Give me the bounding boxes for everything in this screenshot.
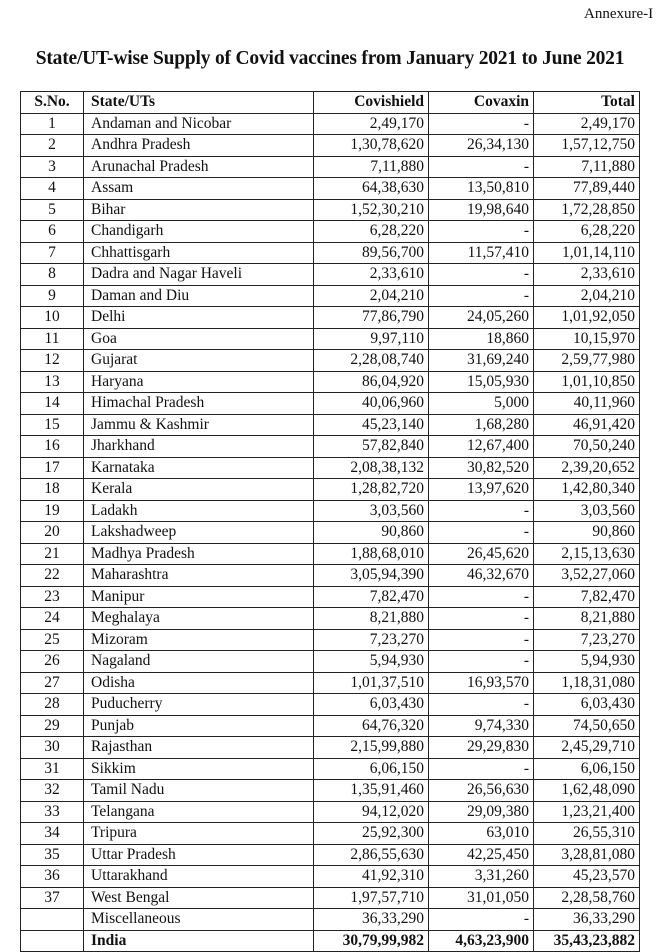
cell-state: Tripura: [84, 823, 314, 845]
cell-total: 8,21,880: [534, 608, 640, 630]
cell-sno: 27: [21, 672, 84, 694]
table-row: [21, 135, 640, 157]
header-covaxin: Covaxin: [429, 92, 534, 114]
cell-covaxin: 31,69,240: [429, 350, 534, 372]
cell-covishield: 57,82,840: [314, 436, 429, 458]
cell-state: Mizoram: [84, 629, 314, 651]
cell-total: 35,43,23,882: [534, 930, 640, 952]
cell-covishield: 1,01,37,510: [314, 672, 429, 694]
table-row: [21, 866, 640, 888]
table-row: [21, 758, 640, 780]
table-row: [21, 436, 640, 458]
cell-state: Bihar: [84, 199, 314, 221]
table-row: [21, 264, 640, 286]
cell-sno: 30: [21, 737, 84, 759]
cell-covishield: 89,56,700: [314, 242, 429, 264]
cell-total: 1,18,31,080: [534, 672, 640, 694]
cell-covaxin: 63,010: [429, 823, 534, 845]
cell-total: 10,15,970: [534, 328, 640, 350]
cell-total: 1,01,10,850: [534, 371, 640, 393]
table-row: [21, 844, 640, 866]
table-row: [21, 242, 640, 264]
cell-covishield: 25,92,300: [314, 823, 429, 845]
cell-covishield: 2,04,210: [314, 285, 429, 307]
cell-sno: 34: [21, 823, 84, 845]
table-row: [21, 909, 640, 931]
cell-sno: 4: [21, 178, 84, 200]
header-sno: S.No.: [21, 92, 84, 114]
table-row: [21, 543, 640, 565]
cell-covaxin: -: [429, 651, 534, 673]
cell-covaxin: 16,93,570: [429, 672, 534, 694]
cell-total: 70,50,240: [534, 436, 640, 458]
cell-covishield: 1,30,78,620: [314, 135, 429, 157]
cell-covaxin: 29,09,380: [429, 801, 534, 823]
cell-total: 1,23,21,400: [534, 801, 640, 823]
cell-covaxin: 15,05,930: [429, 371, 534, 393]
cell-covishield: 40,06,960: [314, 393, 429, 415]
cell-covishield: 45,23,140: [314, 414, 429, 436]
table-row: [21, 586, 640, 608]
cell-sno: 32: [21, 780, 84, 802]
cell-total: 1,01,14,110: [534, 242, 640, 264]
cell-covishield: 7,82,470: [314, 586, 429, 608]
cell-sno: 33: [21, 801, 84, 823]
table-row: [21, 350, 640, 372]
table-row: [21, 715, 640, 737]
cell-sno: 6: [21, 221, 84, 243]
cell-covaxin: 4,63,23,900: [429, 930, 534, 952]
cell-state: Maharashtra: [84, 565, 314, 587]
cell-state: Gujarat: [84, 350, 314, 372]
cell-state: Karnataka: [84, 457, 314, 479]
cell-covishield: 7,11,880: [314, 156, 429, 178]
cell-covaxin: 5,000: [429, 393, 534, 415]
cell-covaxin: -: [429, 758, 534, 780]
cell-covaxin: 19,98,640: [429, 199, 534, 221]
cell-state: Delhi: [84, 307, 314, 329]
cell-covishield: 6,03,430: [314, 694, 429, 716]
cell-total: 46,91,420: [534, 414, 640, 436]
cell-sno: 15: [21, 414, 84, 436]
cell-total: 77,89,440: [534, 178, 640, 200]
cell-covishield: 94,12,020: [314, 801, 429, 823]
cell-total: 3,28,81,080: [534, 844, 640, 866]
cell-state: Himachal Pradesh: [84, 393, 314, 415]
cell-state: Tamil Nadu: [84, 780, 314, 802]
table-row: [21, 629, 640, 651]
cell-covaxin: 46,32,670: [429, 565, 534, 587]
cell-state: Goa: [84, 328, 314, 350]
cell-sno: 3: [21, 156, 84, 178]
cell-sno: 12: [21, 350, 84, 372]
table-row: [21, 199, 640, 221]
cell-sno: 19: [21, 500, 84, 522]
table-row: [21, 221, 640, 243]
cell-covishield: 1,52,30,210: [314, 199, 429, 221]
cell-sno: [21, 909, 84, 931]
cell-total: 2,49,170: [534, 113, 640, 135]
cell-covaxin: 26,45,620: [429, 543, 534, 565]
cell-state: Uttar Pradesh: [84, 844, 314, 866]
cell-covaxin: -: [429, 694, 534, 716]
cell-state: India: [84, 930, 314, 952]
vaccine-supply-table: [20, 91, 640, 952]
cell-sno: [21, 930, 84, 952]
cell-covishield: 9,97,110: [314, 328, 429, 350]
cell-covishield: 77,86,790: [314, 307, 429, 329]
table-row: [21, 887, 640, 909]
cell-total: 2,15,13,630: [534, 543, 640, 565]
cell-covaxin: 42,25,450: [429, 844, 534, 866]
table-row: [21, 780, 640, 802]
cell-state: Andaman and Nicobar: [84, 113, 314, 135]
table-row: [21, 823, 640, 845]
cell-sno: 36: [21, 866, 84, 888]
cell-covaxin: 26,56,630: [429, 780, 534, 802]
cell-total: 1,01,92,050: [534, 307, 640, 329]
cell-sno: 7: [21, 242, 84, 264]
cell-total: 2,33,610: [534, 264, 640, 286]
cell-state: Puducherry: [84, 694, 314, 716]
cell-sno: 16: [21, 436, 84, 458]
cell-covishield: 3,03,560: [314, 500, 429, 522]
cell-covaxin: 30,82,520: [429, 457, 534, 479]
table-row: [21, 479, 640, 501]
cell-covaxin: 11,57,410: [429, 242, 534, 264]
cell-covishield: 8,21,880: [314, 608, 429, 630]
cell-covaxin: 24,05,260: [429, 307, 534, 329]
cell-state: West Bengal: [84, 887, 314, 909]
table-row: [21, 285, 640, 307]
cell-sno: 35: [21, 844, 84, 866]
cell-total: 90,860: [534, 522, 640, 544]
table-header-row: [21, 92, 640, 114]
cell-sno: 20: [21, 522, 84, 544]
table-row: [21, 156, 640, 178]
header-covishield: Covishield: [314, 92, 429, 114]
cell-covaxin: 31,01,050: [429, 887, 534, 909]
document-title: State/UT-wise Supply of Covid vaccines from January 2021 to June 2021: [35, 48, 625, 69]
cell-sno: 8: [21, 264, 84, 286]
cell-total: 7,23,270: [534, 629, 640, 651]
cell-sno: 37: [21, 887, 84, 909]
table-row: [21, 737, 640, 759]
cell-covishield: 3,05,94,390: [314, 565, 429, 587]
table-row: [21, 178, 640, 200]
cell-state: Lakshadweep: [84, 522, 314, 544]
cell-total: 5,94,930: [534, 651, 640, 673]
cell-total: 1,62,48,090: [534, 780, 640, 802]
cell-covishield: 2,15,99,880: [314, 737, 429, 759]
cell-sno: 28: [21, 694, 84, 716]
cell-state: Odisha: [84, 672, 314, 694]
cell-total: 40,11,960: [534, 393, 640, 415]
cell-covishield: 2,49,170: [314, 113, 429, 135]
table-row: [21, 500, 640, 522]
cell-state: Nagaland: [84, 651, 314, 673]
cell-covishield: 64,38,630: [314, 178, 429, 200]
cell-total: 2,04,210: [534, 285, 640, 307]
cell-sno: 22: [21, 565, 84, 587]
cell-covaxin: 13,97,620: [429, 479, 534, 501]
cell-covaxin: 29,29,830: [429, 737, 534, 759]
cell-total: 6,03,430: [534, 694, 640, 716]
cell-covaxin: -: [429, 264, 534, 286]
cell-sno: 13: [21, 371, 84, 393]
cell-covishield: 90,860: [314, 522, 429, 544]
cell-state: Telangana: [84, 801, 314, 823]
cell-covaxin: 3,31,260: [429, 866, 534, 888]
cell-state: Assam: [84, 178, 314, 200]
cell-covaxin: -: [429, 586, 534, 608]
cell-covishield: 6,28,220: [314, 221, 429, 243]
table-row: [21, 307, 640, 329]
table-row: [21, 694, 640, 716]
table-row: [21, 608, 640, 630]
cell-covishield: 7,23,270: [314, 629, 429, 651]
cell-state: Sikkim: [84, 758, 314, 780]
cell-state: Jharkhand: [84, 436, 314, 458]
annexure-label: Annexure-I: [584, 6, 654, 22]
cell-sno: 18: [21, 479, 84, 501]
table-row: [21, 328, 640, 350]
cell-sno: 26: [21, 651, 84, 673]
cell-total: 6,06,150: [534, 758, 640, 780]
cell-total: 36,33,290: [534, 909, 640, 931]
cell-sno: 14: [21, 393, 84, 415]
cell-covaxin: -: [429, 629, 534, 651]
cell-total: 3,03,560: [534, 500, 640, 522]
cell-state: Uttarakhand: [84, 866, 314, 888]
cell-state: Chhattisgarh: [84, 242, 314, 264]
cell-covishield: 2,08,38,132: [314, 457, 429, 479]
cell-covishield: 41,92,310: [314, 866, 429, 888]
cell-total: 7,11,880: [534, 156, 640, 178]
cell-total: 2,45,29,710: [534, 737, 640, 759]
cell-covaxin: 18,860: [429, 328, 534, 350]
cell-sno: 24: [21, 608, 84, 630]
cell-total: 6,28,220: [534, 221, 640, 243]
table-row: [21, 651, 640, 673]
table-total-row: [21, 930, 640, 952]
table-body: [21, 113, 640, 952]
cell-state: Rajasthan: [84, 737, 314, 759]
cell-covishield: 1,28,82,720: [314, 479, 429, 501]
cell-total: 2,28,58,760: [534, 887, 640, 909]
cell-covaxin: 12,67,400: [429, 436, 534, 458]
cell-sno: 1: [21, 113, 84, 135]
cell-covishield: 1,88,68,010: [314, 543, 429, 565]
header-total: Total: [534, 92, 640, 114]
cell-state: Manipur: [84, 586, 314, 608]
table-row: [21, 414, 640, 436]
cell-total: 45,23,570: [534, 866, 640, 888]
table-row: [21, 801, 640, 823]
cell-covishield: 2,28,08,740: [314, 350, 429, 372]
cell-total: 2,59,77,980: [534, 350, 640, 372]
cell-covishield: 2,86,55,630: [314, 844, 429, 866]
cell-sno: 23: [21, 586, 84, 608]
table-row: [21, 113, 640, 135]
cell-covishield: 1,35,91,460: [314, 780, 429, 802]
cell-covaxin: -: [429, 909, 534, 931]
cell-state: Jammu & Kashmir: [84, 414, 314, 436]
cell-sno: 31: [21, 758, 84, 780]
cell-total: 74,50,650: [534, 715, 640, 737]
cell-covaxin: -: [429, 608, 534, 630]
cell-covaxin: 9,74,330: [429, 715, 534, 737]
cell-covishield: 36,33,290: [314, 909, 429, 931]
table-row: [21, 457, 640, 479]
header-state: State/UTs: [84, 92, 314, 114]
cell-state: Andhra Pradesh: [84, 135, 314, 157]
cell-total: 1,57,12,750: [534, 135, 640, 157]
cell-covaxin: -: [429, 221, 534, 243]
cell-total: 1,72,28,850: [534, 199, 640, 221]
cell-sno: 21: [21, 543, 84, 565]
cell-covaxin: 26,34,130: [429, 135, 534, 157]
cell-covishield: 2,33,610: [314, 264, 429, 286]
cell-covishield: 1,97,57,710: [314, 887, 429, 909]
cell-state: Madhya Pradesh: [84, 543, 314, 565]
table-row: [21, 672, 640, 694]
cell-covaxin: -: [429, 113, 534, 135]
cell-state: Dadra and Nagar Haveli: [84, 264, 314, 286]
cell-covishield: 6,06,150: [314, 758, 429, 780]
cell-covishield: 86,04,920: [314, 371, 429, 393]
cell-covaxin: 13,50,810: [429, 178, 534, 200]
cell-sno: 17: [21, 457, 84, 479]
cell-covaxin: -: [429, 522, 534, 544]
cell-total: 1,42,80,340: [534, 479, 640, 501]
cell-covaxin: -: [429, 500, 534, 522]
cell-sno: 29: [21, 715, 84, 737]
table-row: [21, 393, 640, 415]
cell-covaxin: -: [429, 285, 534, 307]
cell-state: Chandigarh: [84, 221, 314, 243]
cell-state: Daman and Diu: [84, 285, 314, 307]
cell-sno: 9: [21, 285, 84, 307]
cell-covaxin: -: [429, 156, 534, 178]
cell-state: Meghalaya: [84, 608, 314, 630]
cell-sno: 5: [21, 199, 84, 221]
cell-state: Punjab: [84, 715, 314, 737]
cell-covishield: 5,94,930: [314, 651, 429, 673]
cell-state: Miscellaneous: [84, 909, 314, 931]
cell-sno: 10: [21, 307, 84, 329]
table-row: [21, 371, 640, 393]
cell-sno: 11: [21, 328, 84, 350]
cell-total: 3,52,27,060: [534, 565, 640, 587]
cell-state: Ladakh: [84, 500, 314, 522]
cell-covishield: 30,79,99,982: [314, 930, 429, 952]
table-row: [21, 565, 640, 587]
cell-sno: 2: [21, 135, 84, 157]
cell-state: Arunachal Pradesh: [84, 156, 314, 178]
cell-covishield: 64,76,320: [314, 715, 429, 737]
cell-covaxin: 1,68,280: [429, 414, 534, 436]
cell-total: 2,39,20,652: [534, 457, 640, 479]
cell-total: 7,82,470: [534, 586, 640, 608]
cell-state: Kerala: [84, 479, 314, 501]
cell-state: Haryana: [84, 371, 314, 393]
cell-sno: 25: [21, 629, 84, 651]
cell-total: 26,55,310: [534, 823, 640, 845]
table-row: [21, 522, 640, 544]
